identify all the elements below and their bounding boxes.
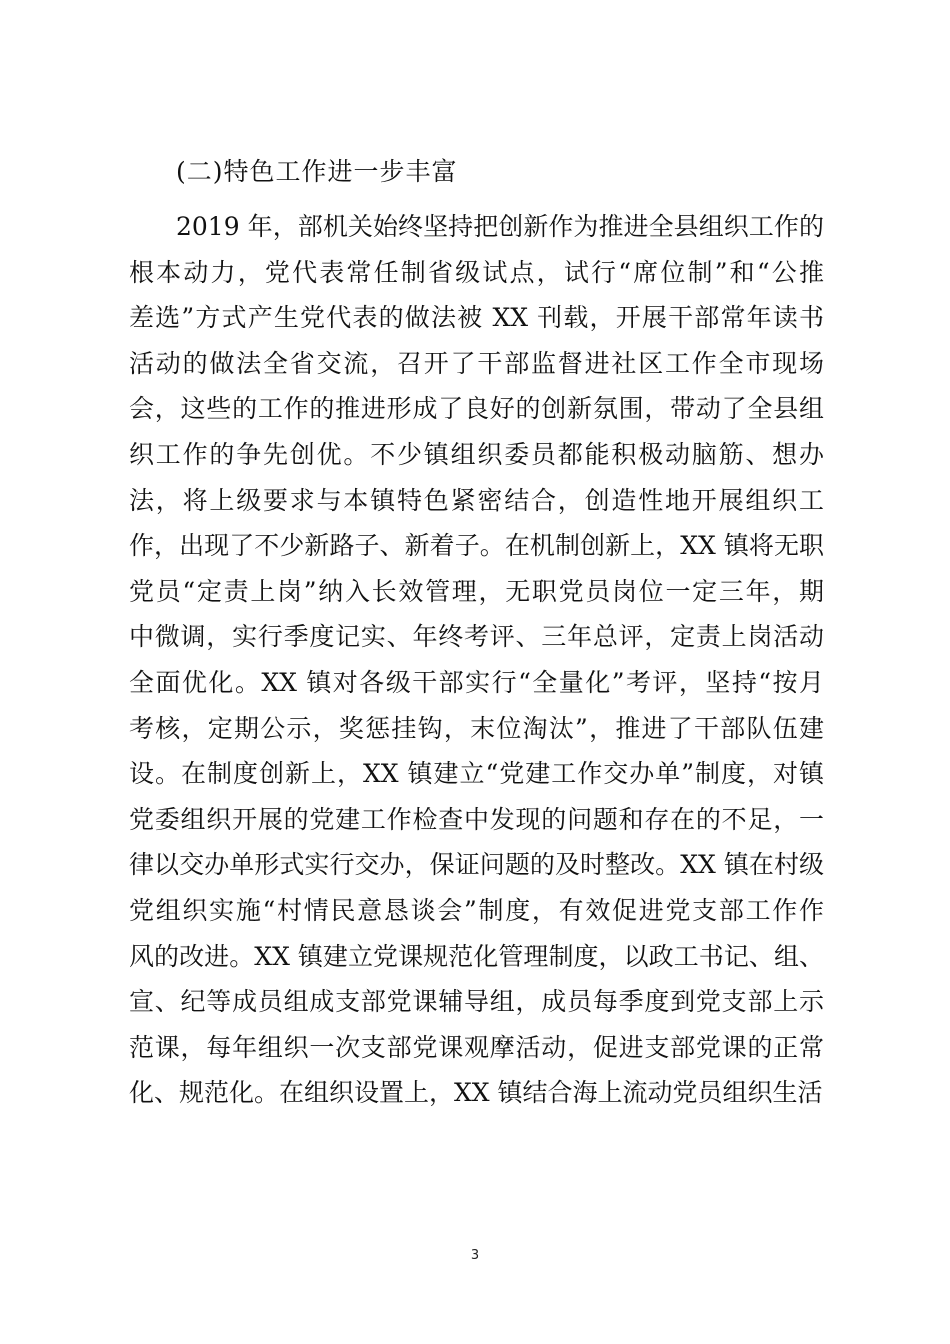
paragraph-line: 党员“定责上岗”纳入长效管理，无职党员岗位一定三年，期: [129, 576, 824, 606]
paragraph-line: 2019 年，部机关始终坚持把创新作为推进全县组织工作的: [176, 212, 824, 241]
paragraph-line: 中微调，实行季度记实、年终考评、三年总评，定责上岗活动: [129, 622, 824, 652]
paragraph-line: 宣、纪等成员组成支部党课辅导组，成员每季度到党支部上示: [129, 987, 824, 1017]
body-paragraph: [129, 204, 824, 1116]
paragraph-line: 考核，定期公示，奖惩挂钩，末位淘汰”，推进了干部队伍建: [129, 713, 824, 743]
section-heading: (二)特色工作进一步丰富: [176, 157, 458, 186]
paragraph-line: 差选”方式产生党代表的做法被 XX 刊载，开展干部常年读书: [129, 303, 824, 333]
paragraph-line: 党组织实施“村情民意恳谈会”制度，有效促进党支部工作作: [129, 895, 824, 925]
paragraph-line: 全面优化。XX 镇对各级干部实行“全量化”考评，坚持“按月: [129, 667, 824, 697]
paragraph-line: 作，出现了不少新路子、新着子。在机制创新上，XX 镇将无职: [129, 531, 824, 561]
paragraph-line: 风的改进。XX 镇建立党课规范化管理制度，以政工书记、组、: [129, 941, 824, 971]
paragraph-line: 党委组织开展的党建工作检查中发现的问题和存在的不足，一: [129, 804, 824, 834]
paragraph-line: 设。在制度创新上，XX 镇建立“党建工作交办单”制度，对镇: [129, 759, 824, 789]
paragraph-line: 律以交办单形式实行交办，保证问题的及时整改。XX 镇在村级: [129, 850, 824, 880]
paragraph-line: 范课，每年组织一次支部党课观摩活动，促进支部党课的正常: [129, 1032, 824, 1062]
paragraph-line: 活动的做法全省交流，召开了干部监督进社区工作全市现场: [129, 348, 824, 378]
paragraph-line: 化、规范化。在组织设置上，XX 镇结合海上流动党员组织生活: [129, 1078, 823, 1108]
paragraph-line: 织工作的争先创优。不少镇组织委员都能积极动脑筋、想办: [129, 439, 824, 469]
paragraph-line: 会，这些的工作的推进形成了良好的创新氛围，带动了全县组: [129, 394, 824, 424]
page-number: 3: [470, 1248, 480, 1263]
paragraph-line: 法，将上级要求与本镇特色紧密结合，创造性地开展组织工: [129, 485, 824, 515]
paragraph-line: 根本动力，党代表常任制省级试点，试行“席位制”和“公推: [129, 257, 824, 287]
